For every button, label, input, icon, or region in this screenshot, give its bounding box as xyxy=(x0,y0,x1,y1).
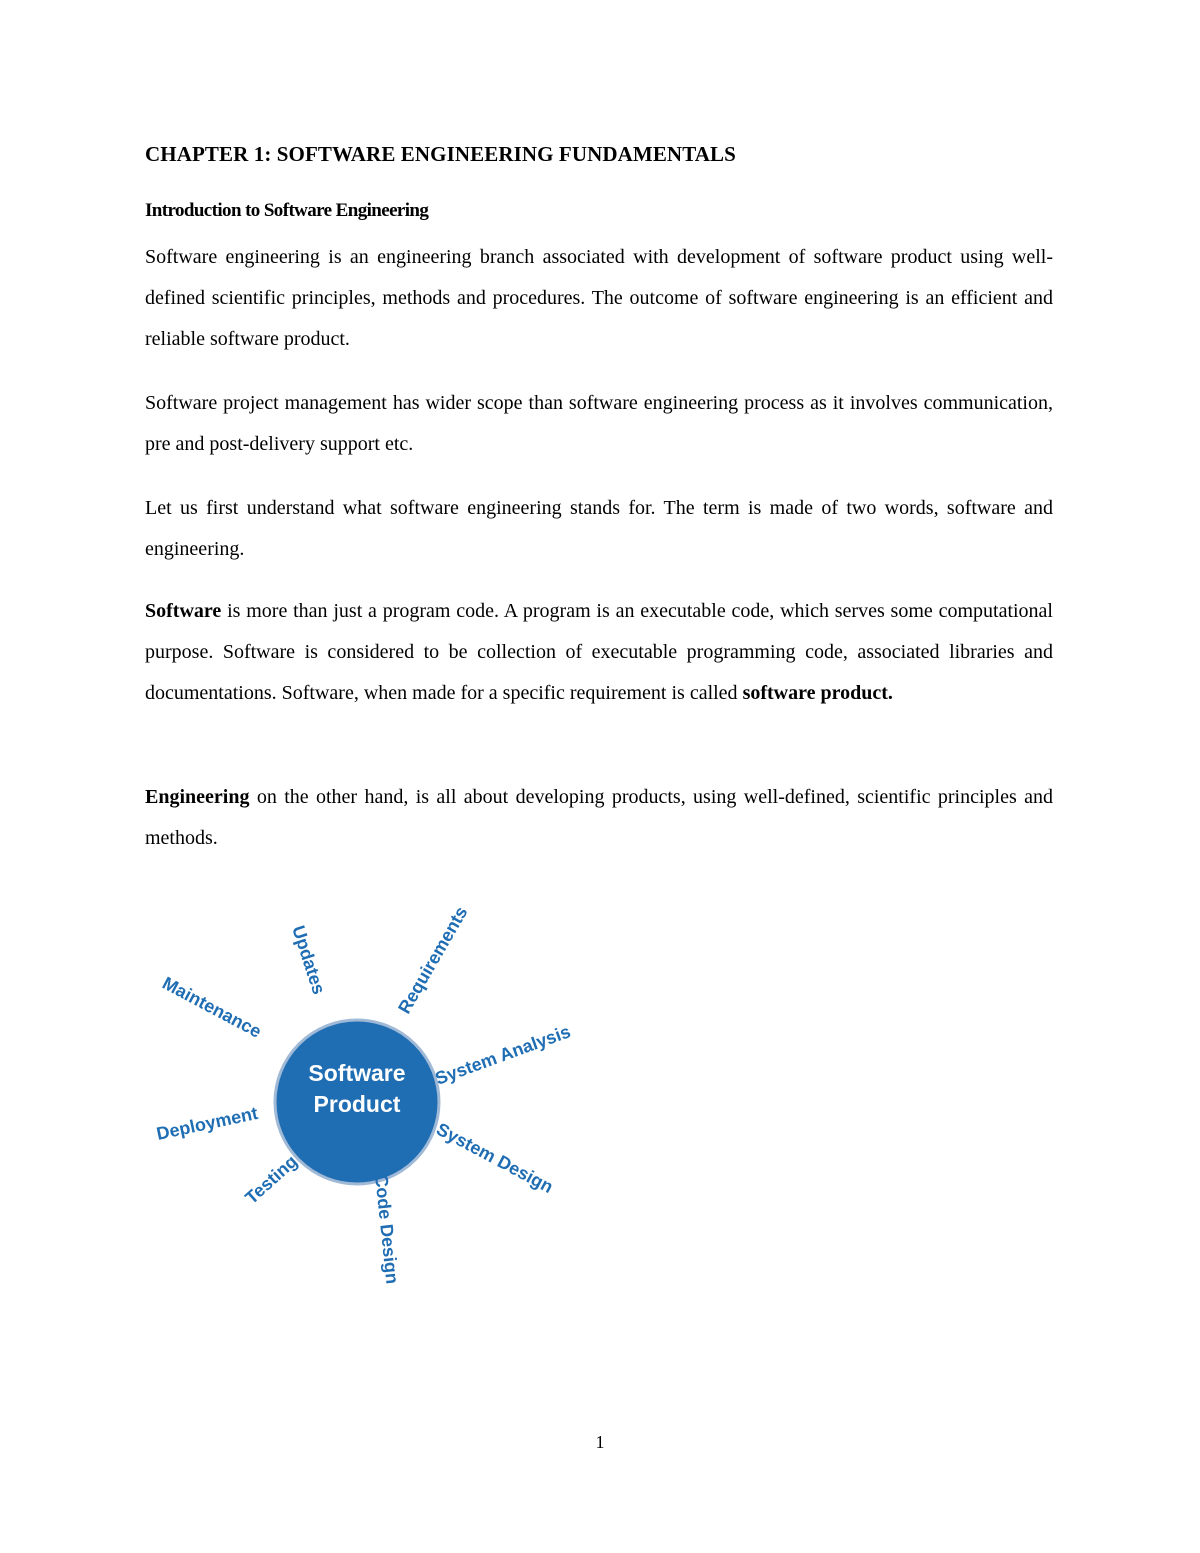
label-code-design: Code Design xyxy=(371,1173,403,1285)
center-label-line1: Software xyxy=(308,1060,406,1086)
label-testing: Testing xyxy=(241,1151,302,1208)
label-system-design: System Design xyxy=(433,1118,557,1198)
software-description: is more than just a program code. A program is an executable code, which serves some computational purpose. Software is considered to be collection of executable programming code, associated libraries and documentations. Software, when made for a specific requirement is called xyxy=(145,600,1053,704)
label-updates: Updates xyxy=(288,923,330,997)
label-deployment: Deployment xyxy=(154,1102,260,1144)
paragraph-definition: Software engineering is an engineering branch associated with development of software product using well-defined scientific principles, methods and procedures. The outcome of software engineering is an efficient and reliable software product. xyxy=(145,246,1053,350)
label-requirements: Requirements xyxy=(394,903,472,1017)
page-number: 1 xyxy=(595,1432,605,1452)
software-product-diagram xyxy=(140,885,610,1315)
term-software: Software xyxy=(145,600,222,622)
term-engineering: Engineering xyxy=(145,786,250,808)
center-label-line2: Product xyxy=(313,1091,401,1117)
label-system-analysis: System Analysis xyxy=(432,1021,574,1089)
paragraph-project-management: Software project management has wider scope than software engineering process as it involves communication, pre and post-delivery support etc. xyxy=(145,392,1053,455)
term-software-product: software product. xyxy=(742,682,893,704)
label-maintenance: Maintenance xyxy=(159,972,265,1042)
diagram-svg xyxy=(140,885,610,1315)
paragraph-engineering xyxy=(145,777,1053,859)
paragraph-software xyxy=(145,591,1053,714)
chapter-title: CHAPTER 1: SOFTWARE ENGINEERING FUNDAMENTALS xyxy=(145,142,736,166)
paragraph-term-meaning: Let us first understand what software engineering stands for. The term is made of two words, software and engineering. xyxy=(145,497,1053,560)
section-heading: Introduction to Software Engineering xyxy=(145,200,429,221)
engineering-description: on the other hand, is all about developing products, using well-defined, scientific principles and methods. xyxy=(145,786,1053,849)
